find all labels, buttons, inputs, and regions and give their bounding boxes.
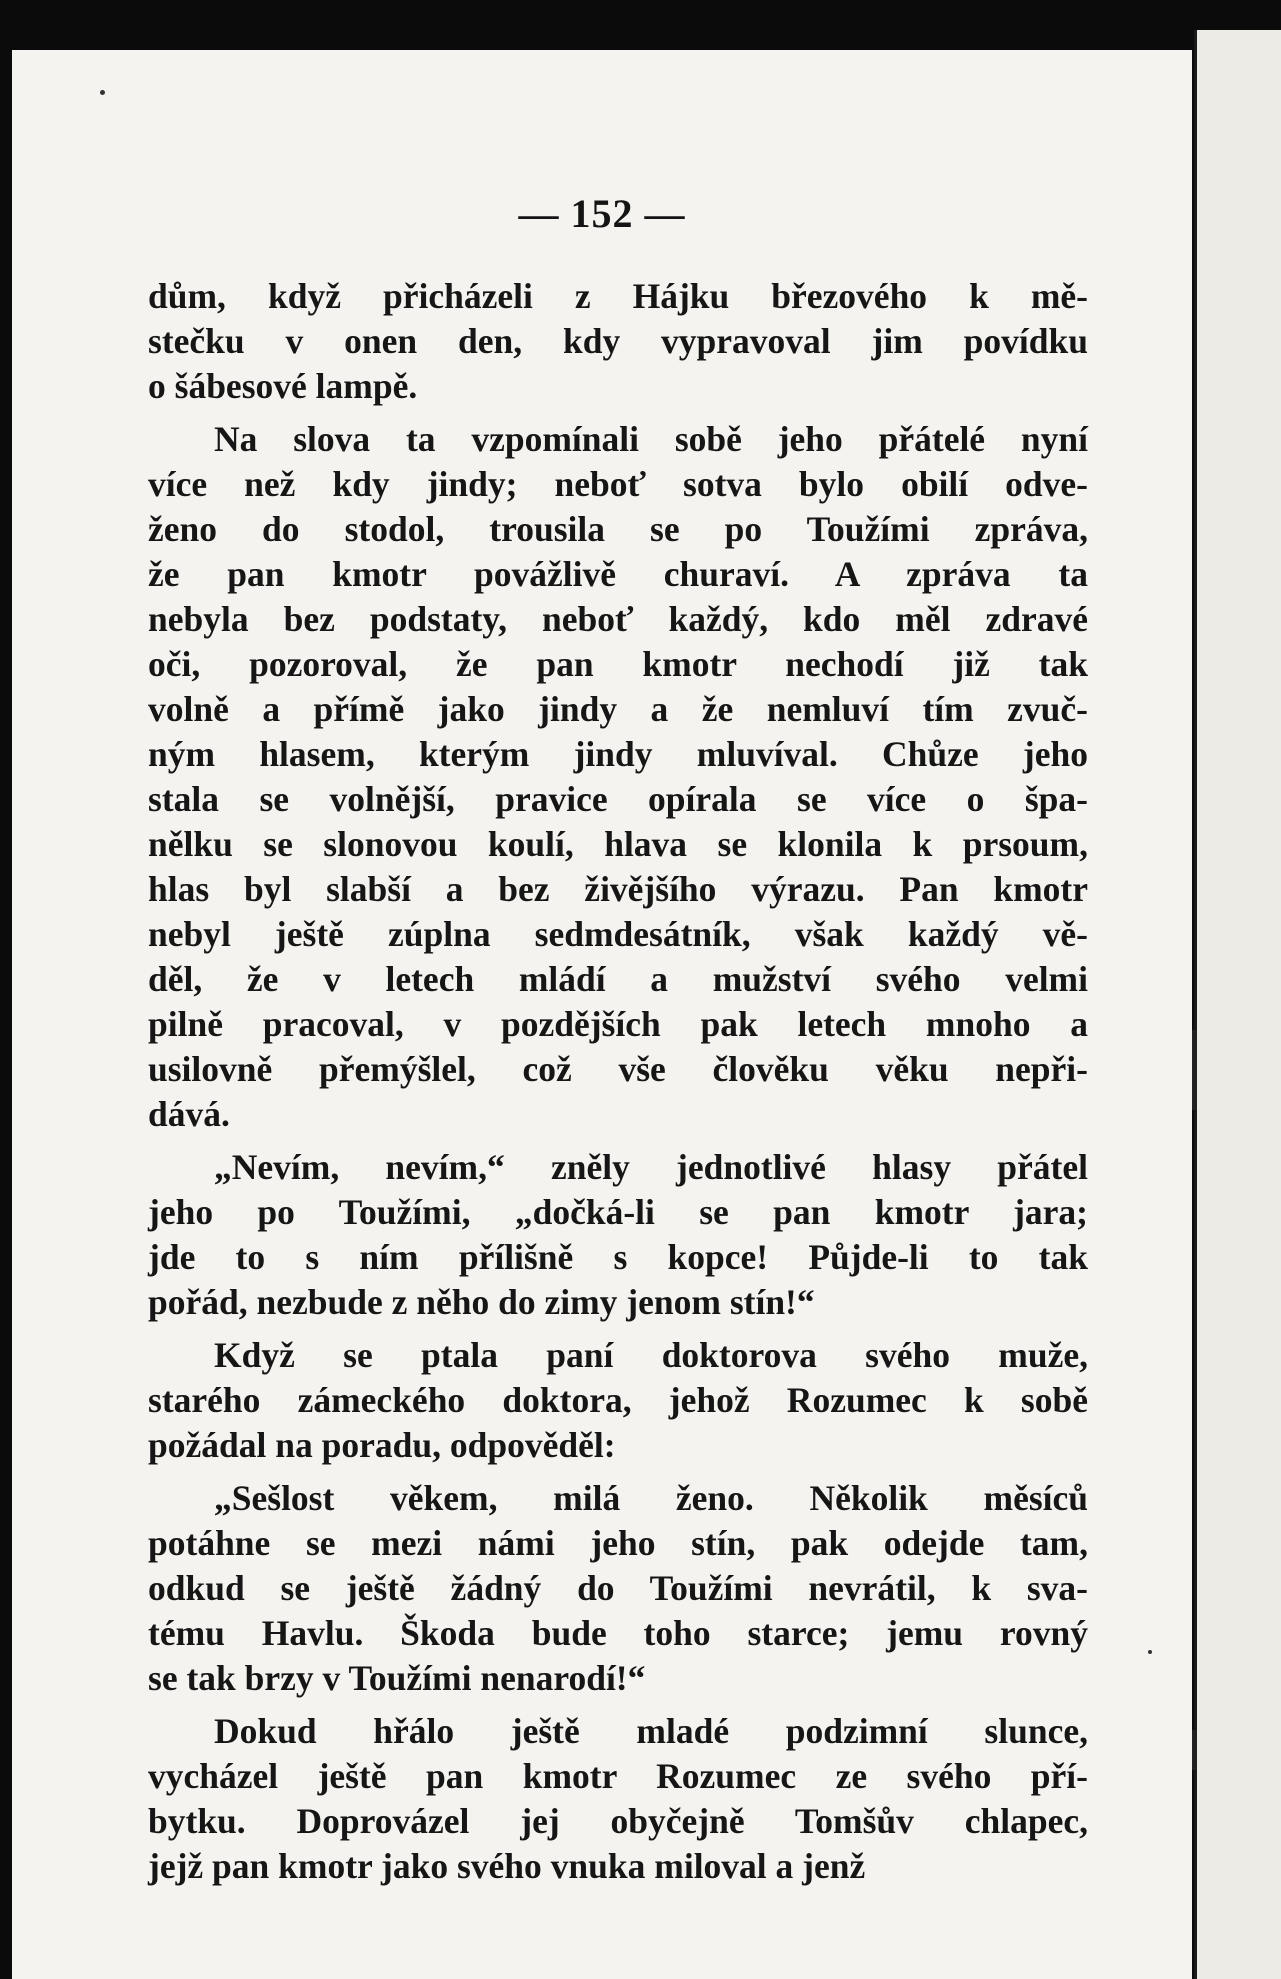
body-text — [148, 274, 1088, 1889]
text-line: Dokud hřálo ještě mladé podzimní slunce, — [214, 1711, 1088, 1751]
paragraph-gap — [148, 409, 1088, 417]
text-line: oči, pozoroval, že pan kmotr nechodí již tak — [148, 644, 1088, 684]
text-line: „Sešlost věkem, milá ženo. Několik měsíců — [214, 1478, 1088, 1518]
text-line: tému Havlu. Škoda bude toho starce; jemu rovný — [148, 1613, 1088, 1653]
text-line: stala se volnější, pravice opírala se více o špa- — [148, 779, 1088, 819]
text-line: jde to s ním přílišně s kopce! Půjde-li to tak — [148, 1237, 1088, 1277]
text-line: starého zámeckého doktora, jehož Rozumec k sobě — [148, 1380, 1088, 1420]
text-line: nebyla bez podstaty, neboť každý, kdo měl zdravé — [148, 599, 1088, 639]
text-line: dává. — [148, 1094, 230, 1134]
paragraph-gap — [148, 1468, 1088, 1476]
text-line: stečku v onen den, kdy vypravoval jim povídku — [148, 321, 1088, 361]
text-line: „Nevím, nevím,“ zněly jednotlivé hlasy přátel — [214, 1147, 1088, 1187]
paragraph-gap — [148, 1137, 1088, 1145]
paragraph-gap — [148, 1701, 1088, 1709]
text-line: nebyl ještě zúplna sedmdesátník, však každý vě- — [148, 914, 1088, 954]
text-line: pořád, nezbude z něho do zimy jenom stín!“ — [148, 1282, 815, 1322]
ink-speck — [1148, 1650, 1152, 1654]
text-line: odkud se ještě žádný do Toužími nevrátil, k sva- — [148, 1568, 1088, 1608]
text-line: dům, když přicházeli z Hájku březového k mě- — [148, 276, 1088, 316]
text-line: usilovně přemýšlel, což vše člověku věku nepři- — [148, 1049, 1088, 1089]
text-line: že pan kmotr povážlivě churaví. A zpráva ta — [148, 554, 1088, 594]
text-line: jejž pan kmotr jako svého vnuka miloval a jenž — [148, 1846, 866, 1886]
text-line: jeho po Toužími, „dočká-li se pan kmotr jara; — [148, 1192, 1088, 1232]
text-line: ženo do stodol, trousila se po Toužími zpráva, — [148, 509, 1088, 549]
text-line: Když se ptala paní doktorova svého muže, — [214, 1335, 1088, 1375]
book-page — [12, 50, 1192, 1979]
text-line: o šábesové lampě. — [148, 366, 418, 406]
text-line: pilně pracoval, v pozdějších pak letech mnoho a — [148, 1004, 1088, 1044]
text-line: hlas byl slabší a bez živějšího výrazu. Pan kmotr — [148, 869, 1088, 909]
text-line: potáhne se mezi námi jeho stín, pak odejde tam, — [148, 1523, 1088, 1563]
text-line: požádal na poradu, odpověděl: — [148, 1425, 616, 1465]
text-line: děl, že v letech mládí a mužství svého velmi — [148, 959, 1088, 999]
text-line: vycházel ještě pan kmotr Rozumec ze svého pří- — [148, 1756, 1088, 1796]
text-line: nělku se slonovou koulí, hlava se klonila k prsoum, — [148, 824, 1088, 864]
text-line: bytku. Doprovázel jej obyčejně Tomšův chlapec, — [148, 1801, 1088, 1841]
page-number: — 152 — — [518, 191, 686, 236]
text-line: se tak brzy v Toužími nenarodí!“ — [148, 1658, 646, 1698]
text-line: Na slova ta vzpomínali sobě jeho přátelé nyní — [214, 419, 1088, 459]
adjacent-page-edge — [1194, 30, 1281, 1979]
text-line: více než kdy jindy; neboť sotva bylo obilí odve- — [148, 464, 1088, 504]
text-line: volně a přímě jako jindy a že nemluví tím zvuč- — [148, 689, 1088, 729]
paragraph-gap — [148, 1325, 1088, 1333]
text-line: ným hlasem, kterým jindy mluvíval. Chůze jeho — [148, 734, 1088, 774]
ink-speck — [100, 90, 105, 95]
